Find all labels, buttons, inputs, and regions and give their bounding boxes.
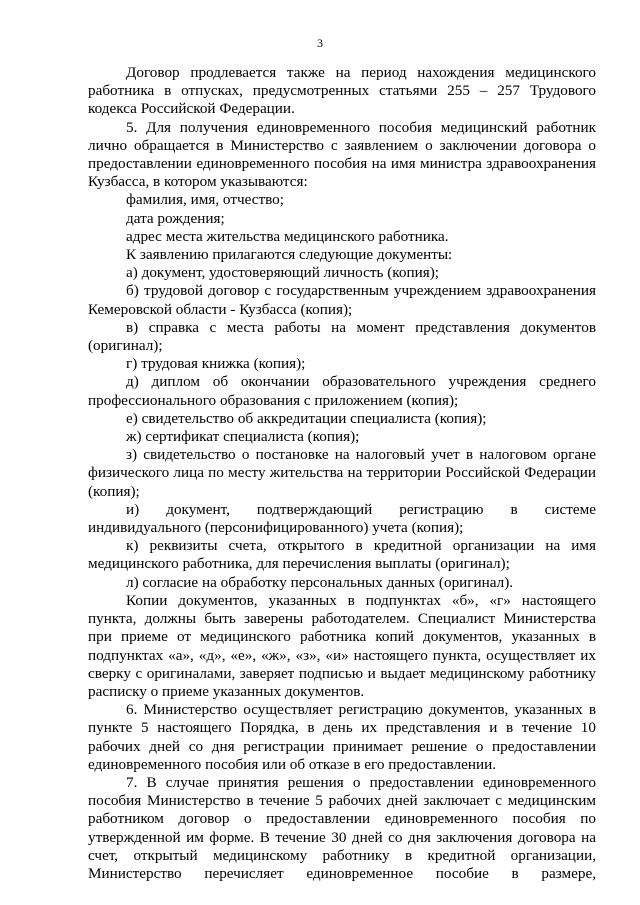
paragraph-item-6: 6. Министерство осуществляет регистрацию документов, указанных в пункте 5 настоящего Порядка, в день их представления и в течение 10 рабочих дней со дня регистрации принимает решение о предоставлении единовременного пособия или об отказе в его предоставлении.: [88, 701, 596, 773]
paragraph-item-a: а) документ, удостоверяющий личность (копия);: [126, 264, 439, 282]
paragraph-birth-date: дата рождения;: [126, 209, 225, 227]
paragraph-contract-extension: Договор продлевается также на период нахождения медицинского работника в отпусках, предусмотренных статьями 255 – 257 Трудового кодекса Российской Федерации.: [88, 64, 596, 118]
paragraph-item-g: г) трудовая книжка (копия);: [126, 355, 306, 373]
document-body: [88, 64, 596, 883]
paragraph-item-zh: ж) сертификат специалиста (копия);: [126, 428, 360, 446]
paragraph-item-b: б) трудовой договор с государственным учреждением здравоохранения Кемеровской области - Кузбасса (копия);: [88, 282, 596, 318]
paragraph-item-d: д) диплом об окончании образовательного учреждения среднего профессионального образования с приложением (копия);: [88, 373, 596, 409]
paragraph-full-name: фамилия, имя, отчество;: [126, 191, 284, 209]
paragraph-item-z: з) свидетельство о постановке на налоговый учет в налоговом органе физического лица по месту жительства на территории Российской Федерации (копия);: [88, 446, 596, 500]
paragraph-item-v: в) справка с места работы на момент представления документов (оригинал);: [88, 318, 596, 355]
paragraph-item-5: 5. Для получения единовременного пособия медицинский работник лично обращается в Министерство с заявлением о заключении договора о предоставлении единовременного пособия на имя министра здравоохранения Кузбасса, в котором указываются:: [88, 118, 596, 191]
paragraph-item-7: 7. В случае принятия решения о предоставлении единовременного пособия Министерство в течение 5 рабочих дней заключает с медицинским работником договор о предоставлении единовременного пособия по утвержденной им форме. В течение 30 дней со дня заключения договора на счет, открытый медицинскому работнику в кредитной организации, Министерство перечисляет единовременное пособие в размере,: [88, 773, 596, 882]
page-number: 3: [317, 36, 323, 50]
paragraph-address: адрес места жительства медицинского работника.: [126, 227, 449, 245]
paragraph-documents-intro: К заявлению прилагаются следующие документы:: [126, 246, 453, 264]
paragraph-item-e: е) свидетельство об аккредитации специалиста (копия);: [126, 409, 487, 427]
paragraph-item-i: и) документ, подтверждающий регистрацию в системе индивидуального (персонифицированного) учета (копия);: [88, 500, 596, 537]
paragraph-item-k: к) реквизиты счета, открытого в кредитной организации на имя медицинского работника, для перечисления выплаты (оригинал);: [88, 537, 596, 573]
paragraph-copies: Копии документов, указанных в подпунктах «б», «г» настоящего пункта, должны быть заверены работодателем. Специалист Министерства при приеме от медицинского работника копий документов, указанных в подпунктах «а», «д», «е», «ж», «з», «и» настоящего пункта, осуществляет их сверку с оригиналами, заверяет подписью и выдает медицинскому работнику расписку о приеме указанных документов.: [88, 591, 596, 700]
paragraph-item-l: л) согласие на обработку персональных данных (оригинал).: [126, 573, 514, 591]
